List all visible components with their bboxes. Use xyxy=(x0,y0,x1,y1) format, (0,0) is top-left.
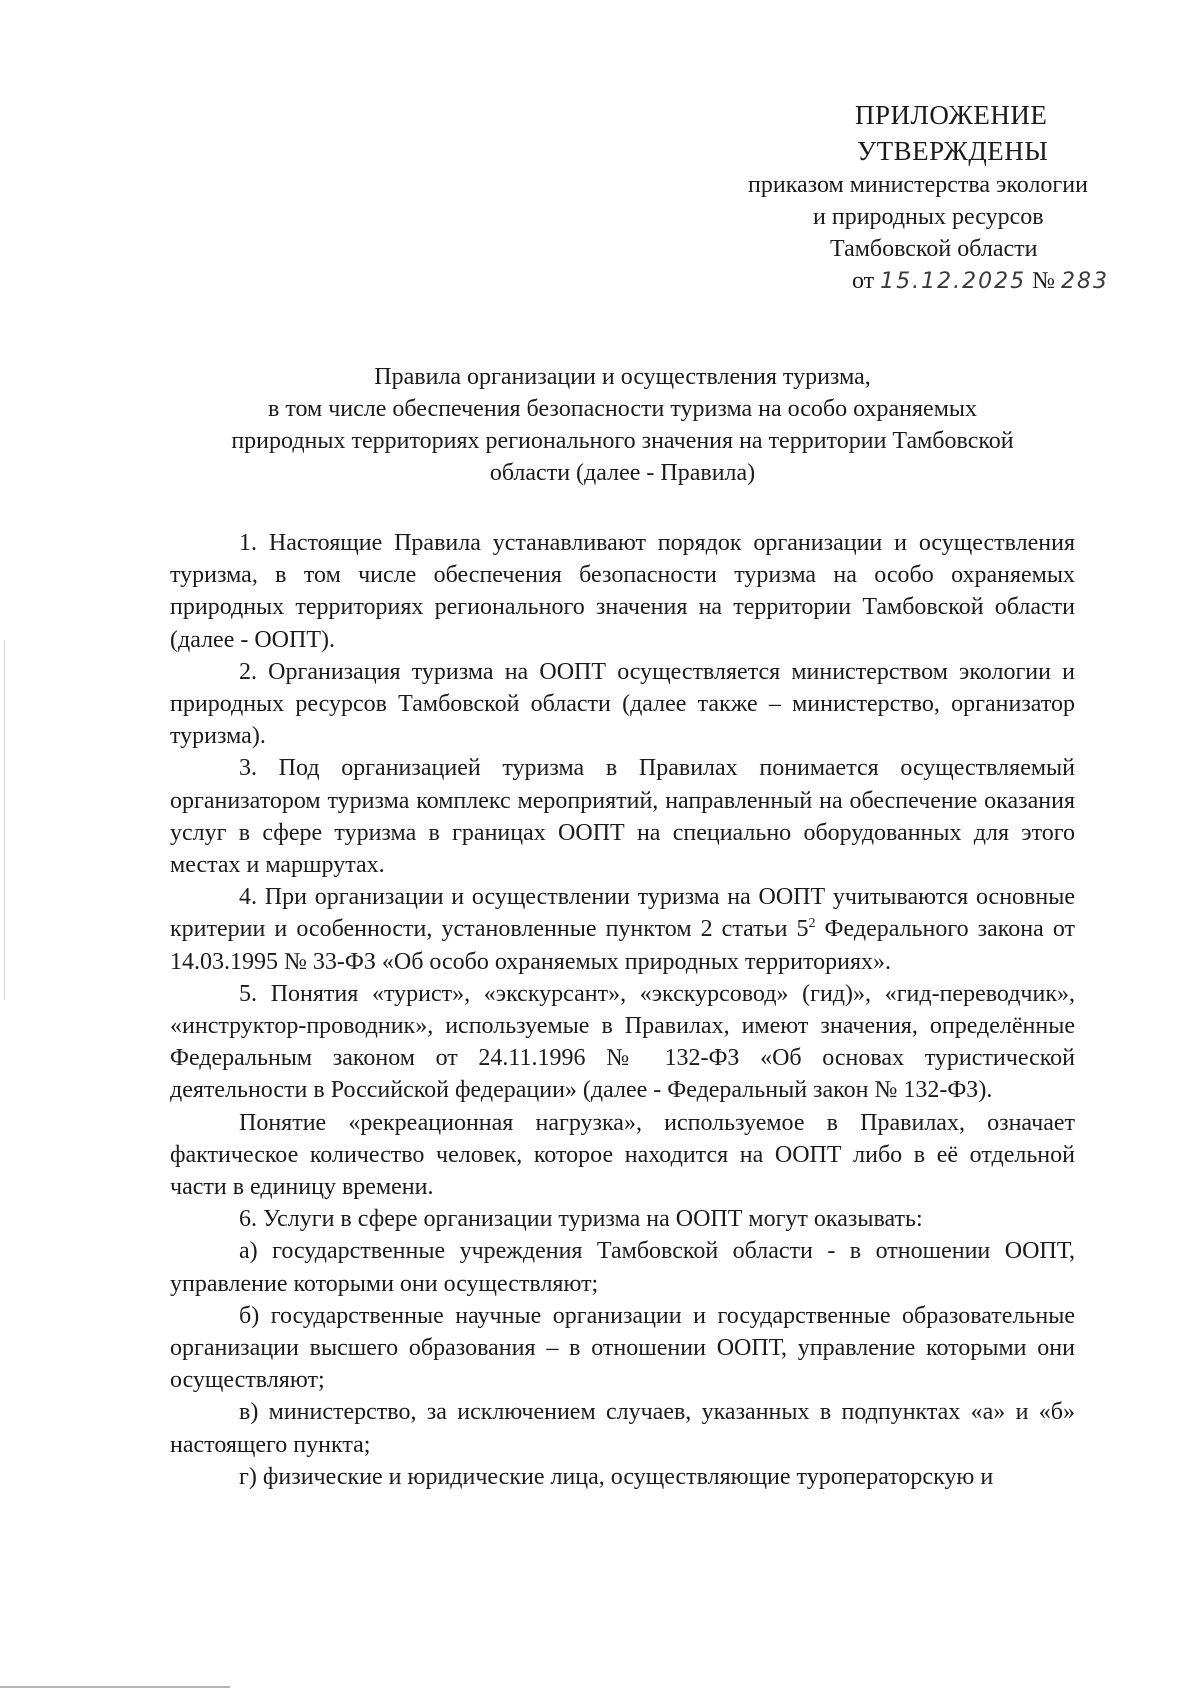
paragraph-4-part-1: 4. При организации и осуществлении туризма на ООПТ учитываются основные критерии и особенности, установленные пунктом 2 статьи 5 xyxy=(170,884,1075,943)
document-title xyxy=(170,361,1075,489)
document-body xyxy=(170,527,1075,1493)
paragraph-1: 1. Настоящие Правила устанавливают порядок организации и осуществления туризма, в том числе обеспечения безопасности туризма на особо охраняемых природных территориях регионального значения на территории Тамбовской области (далее - ООПТ). xyxy=(170,530,1075,653)
paragraph-6-c: в) министерство, за исключением случаев, указанных в подпунктах «а» и «б» настоящего пункта; xyxy=(170,1399,1075,1458)
appendix-label: ПРИЛОЖЕНИЕ xyxy=(855,100,1048,130)
scan-edge-mark xyxy=(4,640,5,1000)
title-line-3: природных территориях регионального значения на территории Тамбовской xyxy=(231,428,1014,454)
paragraph-6-d: г) физические и юридические лица, осуществляющие туроператорскую и xyxy=(239,1463,994,1490)
paragraph-5: 5. Понятия «турист», «экскурсант», «экскурсовод» (гид)», «гид-переводчик», «инструктор-проводник», используемые в Правилах, имеют значения, определённые Федеральным законом от 24.11.1996 № 132-ФЗ «Об основах туристической деятельности в Российской федерации» (далее - Федеральный закон № 132-ФЗ). xyxy=(170,980,1075,1104)
paragraph-6-b: б) государственные научные организации и государственные образовательные организации высшего образования – в отношении ООПТ, управление которыми они осуществляют; xyxy=(170,1302,1075,1394)
order-line-2: и природных ресурсов xyxy=(813,204,1044,230)
paragraph-6: 6. Услуги в сфере организации туризма на ООПТ могут оказывать: xyxy=(239,1206,923,1233)
number-prefix: № xyxy=(1032,268,1056,294)
paragraph-2: 2. Организация туризма на ООПТ осуществляется министерством экологии и природных ресурсов Тамбовской области (далее также – министерство, организатор туризма). xyxy=(170,658,1075,750)
scan-bottom-line xyxy=(0,1686,230,1688)
order-line-3: Тамбовской области xyxy=(830,236,1038,262)
approval-block xyxy=(720,97,1160,298)
order-date-line xyxy=(720,265,1160,298)
paragraph-4-part-2: Федерального закона от 14.03.1995 № 33-ФЗ «Об особо охраняемых природных территориях». xyxy=(170,916,1075,975)
handwritten-date: 15.12.2025 xyxy=(880,269,1027,294)
paragraph-5-recreational-load: Понятие «рекреационная нагрузка», используемое в Правилах, означает фактическое количество человек, которое находится на ООПТ либо в её отдельной части в единицу времени. xyxy=(170,1109,1075,1201)
handwritten-number: 283 xyxy=(1061,269,1110,294)
approved-label: УТВЕРЖДЕНЫ xyxy=(857,136,1049,166)
paragraph-3: 3. Под организацией туризма в Правилах понимается осуществляемый организатором туризма комплекс мероприятий, направленный на обеспечение оказания услуг в сфере туризма в границах ООПТ на специально оборудованных для этого местах и маршрутах. xyxy=(170,755,1075,879)
date-prefix: от xyxy=(852,268,875,294)
title-line-4: области (далее - Правила) xyxy=(489,460,756,486)
article-superscript: 2 xyxy=(808,916,816,932)
title-line-2: в том числе обеспечения безопасности туризма на особо охраняемых xyxy=(267,396,978,422)
paragraph-6-a: а) государственные учреждения Тамбовской области - в отношении ООПТ, управление которыми они осуществляют; xyxy=(170,1238,1075,1297)
paragraph-4 xyxy=(170,881,1075,978)
order-line-1: приказом министерства экологии xyxy=(748,172,1088,198)
title-line-1: Правила организации и осуществления туризма, xyxy=(374,364,871,390)
